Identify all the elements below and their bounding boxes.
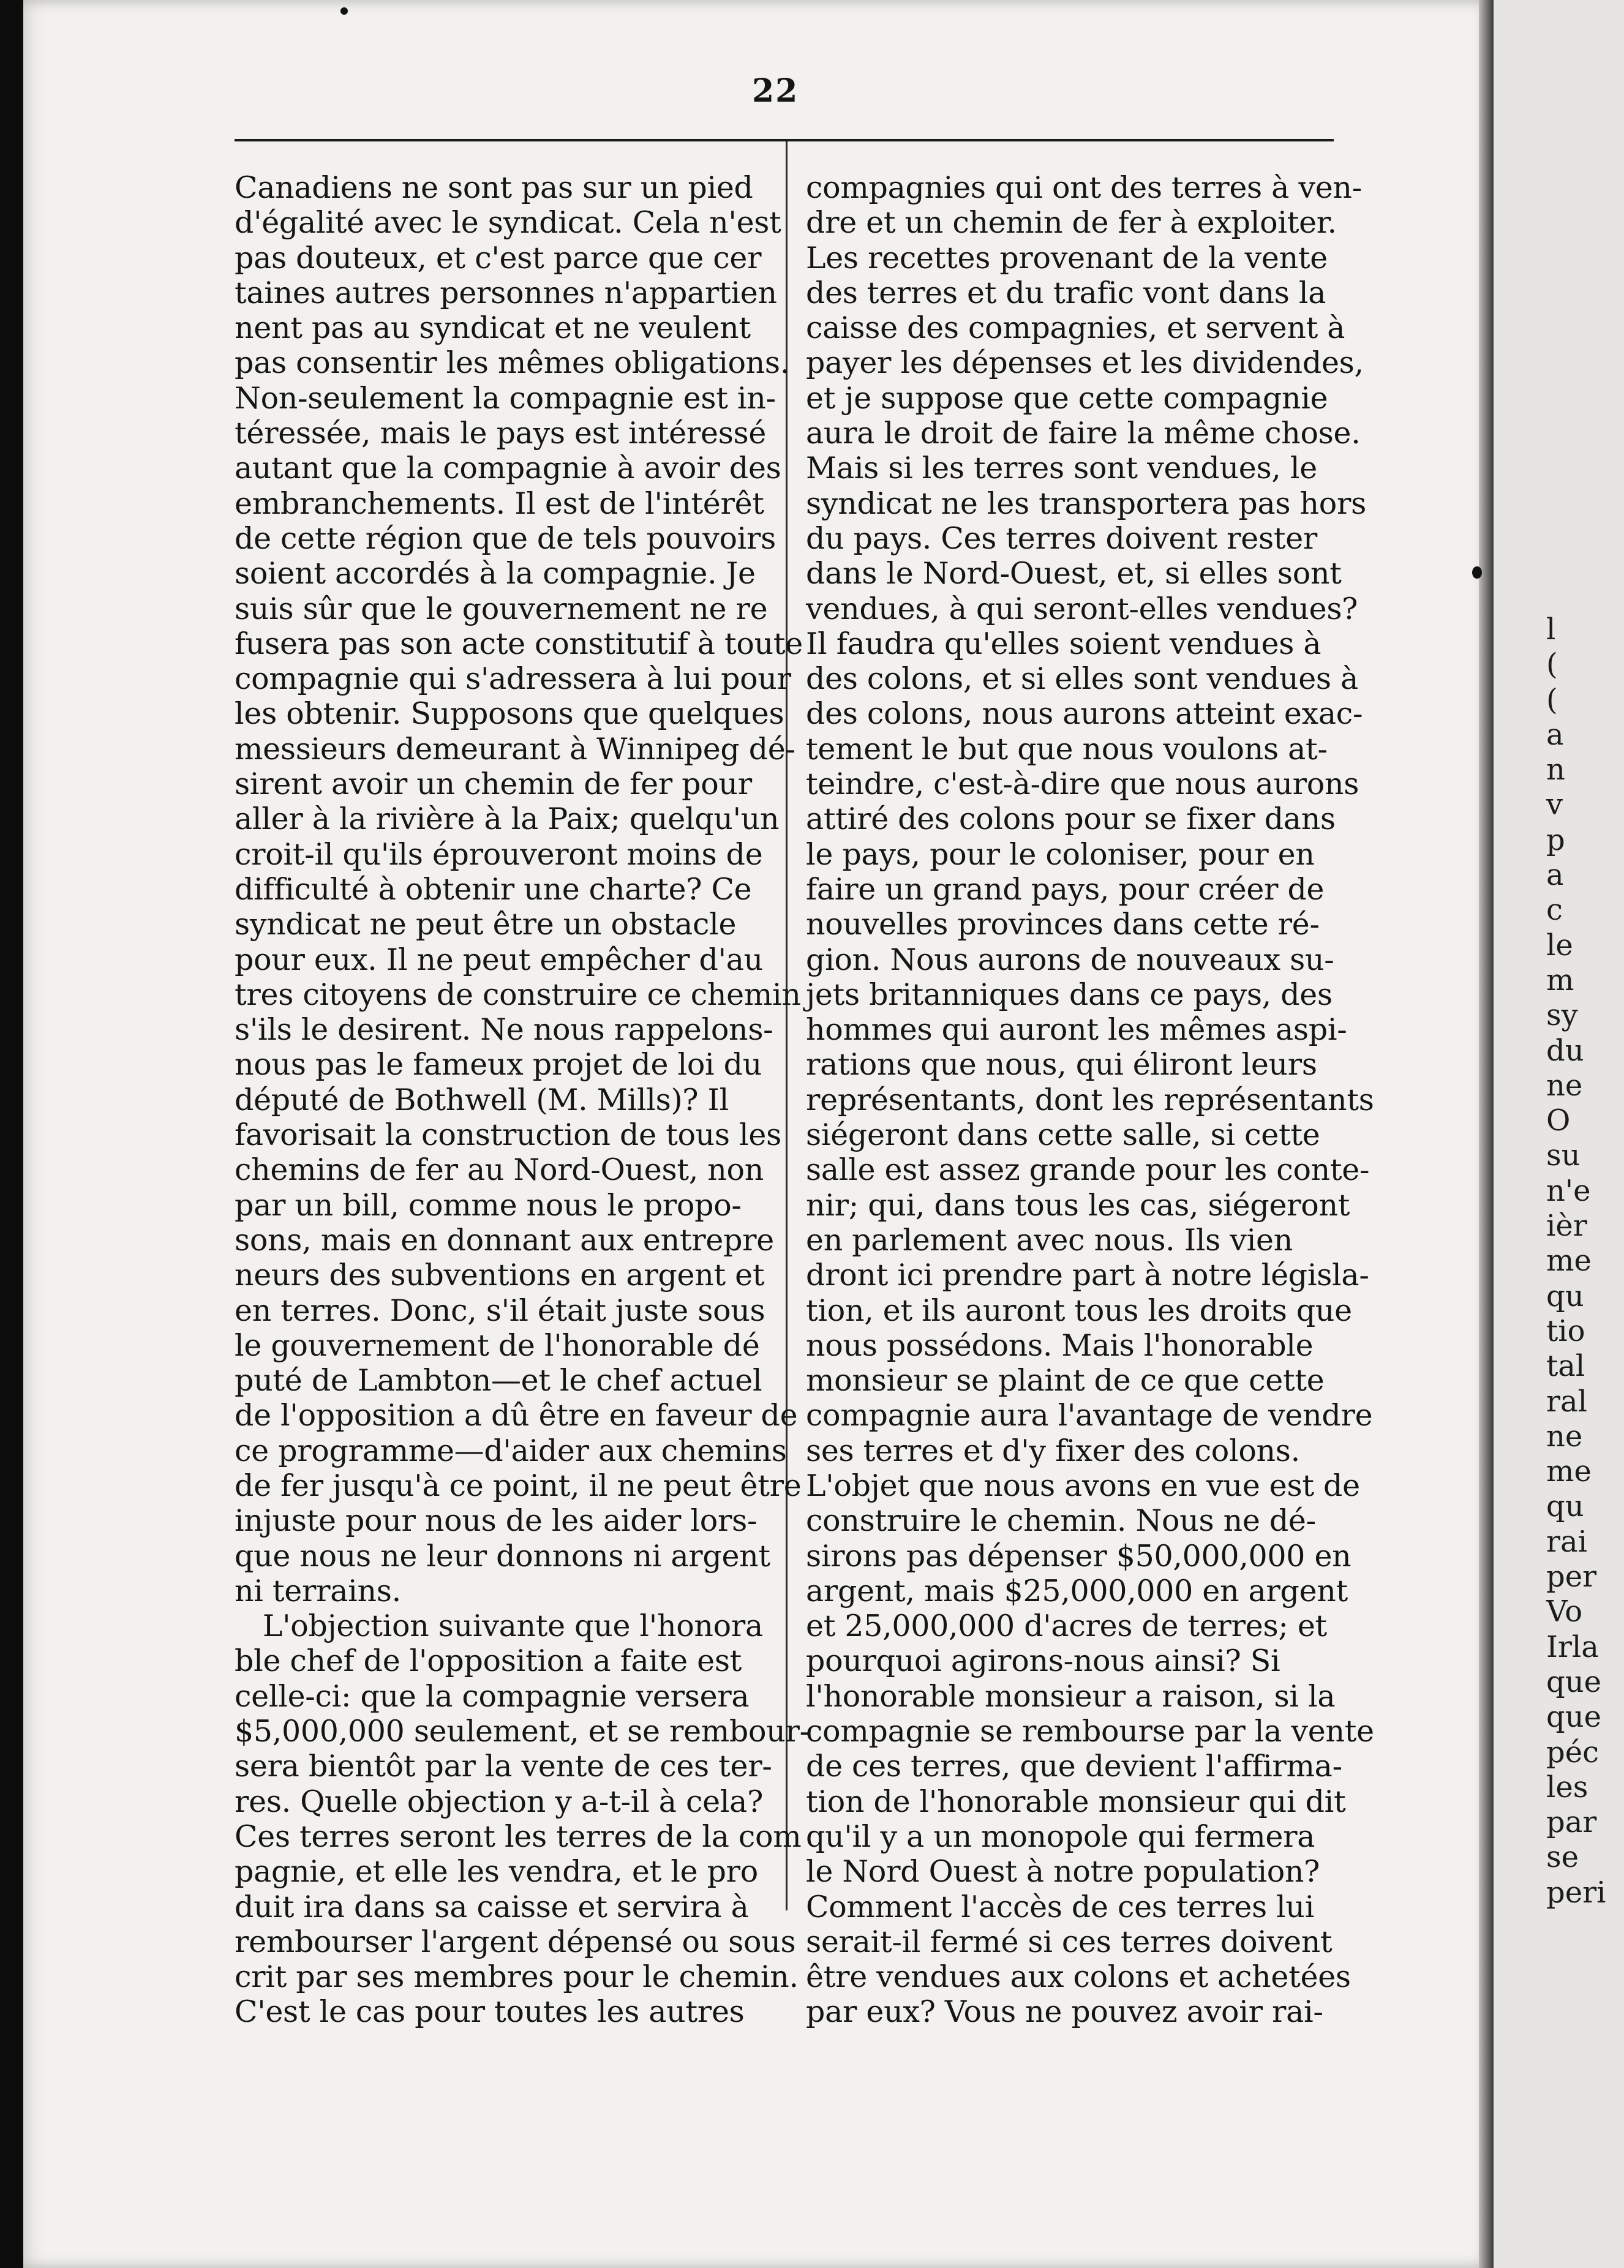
text-line: caisse des compagnies, et servent à <box>806 310 1345 346</box>
text-line: Ces terres seront les terres de la com <box>235 1819 802 1854</box>
text-line: favorisait la construction de tous les <box>235 1117 781 1153</box>
text-line: croit-il qu'ils éprouveront moins de <box>235 836 763 872</box>
text-line: en parlement avec nous. Ils vien <box>806 1222 1293 1258</box>
text-line: faire un grand pays, pour créer de <box>806 871 1325 907</box>
text-line: et je suppose que cette compagnie <box>806 380 1328 416</box>
text-line: des colons, nous aurons atteint exac- <box>806 696 1363 732</box>
text-line: Vo <box>1546 1594 1583 1629</box>
header-rule <box>235 139 1334 141</box>
text-line: Comment l'accès de ces terres lui <box>806 1889 1315 1924</box>
text-line: compagnies qui ont des terres à ven- <box>806 170 1362 205</box>
text-line: des colons, et si elles sont vendues à <box>806 661 1358 697</box>
text-line: être vendues aux colons et achetées <box>806 1959 1351 1995</box>
text-line: tement le but que nous voulons at- <box>806 731 1328 767</box>
text-line: su <box>1546 1138 1581 1173</box>
text-line: nous possédons. Mais l'honorable <box>806 1327 1314 1363</box>
text-line: puté de Lambton—et le chef actuel <box>235 1363 762 1399</box>
text-line: hommes qui auront les mêmes aspi- <box>806 1012 1347 1048</box>
text-line: ral <box>1546 1384 1587 1419</box>
text-line: me <box>1546 1454 1592 1489</box>
text-line: compagnie qui s'adressera à lui pour <box>235 661 791 697</box>
text-line: pourquoi agirons-nous ainsi? Si <box>806 1643 1280 1679</box>
text-line: ne <box>1546 1068 1583 1103</box>
text-line: autant que la compagnie à avoir des <box>235 451 781 486</box>
text-line: en terres. Donc, s'il était juste sous <box>235 1293 765 1328</box>
text-line: Canadiens ne sont pas sur un pied <box>235 170 753 205</box>
text-line: Il faudra qu'elles soient vendues à <box>806 626 1321 661</box>
text-line: Les recettes provenant de la vente <box>806 240 1328 276</box>
text-line: l'honorable monsieur a raison, si la <box>806 1678 1336 1714</box>
text-line: nouvelles provinces dans cette ré- <box>806 907 1320 942</box>
text-line: c <box>1546 893 1563 928</box>
text-line: du pays. Ces terres doivent rester <box>806 520 1318 556</box>
text-line: per <box>1546 1560 1597 1594</box>
facing-page-fragments <box>1546 612 1606 1910</box>
text-line: tion, et ils auront tous les droits que <box>806 1293 1352 1328</box>
text-line: compagnie se rembourse par la vente <box>806 1714 1374 1749</box>
text-line: soient accordés à la compagnie. Je <box>235 556 756 591</box>
text-line: crit par ses membres pour le chemin. <box>235 1959 799 1995</box>
text-line: sy <box>1546 998 1578 1033</box>
text-line: que <box>1546 1700 1602 1735</box>
text-line: rembourser l'argent dépensé ou sous <box>235 1924 796 1959</box>
text-line: par <box>1546 1805 1597 1840</box>
text-line: teindre, c'est-à-dire que nous aurons <box>806 767 1359 802</box>
text-line: par eux? Vous ne pouvez avoir rai- <box>806 1994 1323 2030</box>
text-line: d'égalité avec le syndicat. Cela n'est <box>235 205 781 241</box>
text-line: pagnie, et elle les vendra, et le pro <box>235 1854 758 1890</box>
text-line: argent, mais $25,000,000 en argent <box>806 1573 1348 1609</box>
text-line: C'est le cas pour toutes les autres <box>235 1994 745 2030</box>
text-line: syndicat ne les transportera pas hors <box>806 486 1366 521</box>
text-line: se <box>1546 1840 1579 1875</box>
text-line: pour eux. Il ne peut empêcher d'au <box>235 942 763 977</box>
binding-gutter <box>1479 0 1494 2268</box>
text-line: vendues, à qui seront-elles vendues? <box>806 591 1358 626</box>
left-text-column <box>235 170 810 2030</box>
text-line: ni terrains. <box>235 1573 401 1609</box>
text-line: res. Quelle objection y a-t-il à cela? <box>235 1784 764 1819</box>
text-line: Non-seulement la compagnie est in- <box>235 380 776 416</box>
text-line: p <box>1546 822 1565 857</box>
text-line: L'objet que nous avons en vue est de <box>806 1468 1360 1503</box>
text-line: jets britanniques dans ce pays, des <box>806 977 1333 1012</box>
text-line: le Nord Ouest à notre population? <box>806 1854 1320 1890</box>
text-line: que <box>1546 1664 1602 1699</box>
text-line: ne <box>1546 1419 1583 1454</box>
text-line: nir; qui, dans tous les cas, siégeront <box>806 1187 1350 1223</box>
text-line: siégeront dans cette salle, si cette <box>806 1117 1320 1153</box>
text-line: serait-il fermé si ces terres doivent <box>806 1924 1333 1959</box>
text-line: celle-ci: que la compagnie versera <box>235 1678 750 1714</box>
text-line: rations que nous, qui éliront leurs <box>806 1047 1317 1083</box>
text-line: dront ici prendre part à notre législa- <box>806 1258 1369 1293</box>
text-line: rai <box>1546 1524 1587 1559</box>
text-line: tal <box>1546 1349 1585 1384</box>
text-line: construire le chemin. Nous ne dé- <box>806 1503 1316 1539</box>
ink-speck <box>1472 566 1482 579</box>
text-line: de l'opposition a dû être en faveur de <box>235 1398 798 1433</box>
text-line: qu'il y a un monopole qui fermera <box>806 1819 1315 1854</box>
text-line: ( <box>1546 647 1558 682</box>
text-line: sera bientôt par la vente de ces ter- <box>235 1749 772 1784</box>
text-line: tio <box>1546 1313 1585 1348</box>
text-line: payer les dépenses et les dividendes, <box>806 345 1364 381</box>
text-line: L'objection suivante que l'honora <box>235 1609 763 1644</box>
text-line: embranchements. Il est de l'intérêt <box>235 486 764 521</box>
text-line: des terres et du trafic vont dans la <box>806 275 1326 310</box>
text-line: péc <box>1546 1735 1600 1770</box>
text-line: l <box>1546 612 1556 647</box>
text-line: neurs des subventions en argent et <box>235 1258 765 1293</box>
text-line: compagnie aura l'avantage de vendre <box>806 1398 1373 1433</box>
text-line: que nous ne leur donnons ni argent <box>235 1538 770 1574</box>
text-line: de fer jusqu'à ce point, il ne peut être <box>235 1468 802 1503</box>
text-line: représentants, dont les représentants <box>806 1082 1374 1117</box>
text-line: aura le droit de faire la même chose. <box>806 416 1361 451</box>
text-line: gion. Nous aurons de nouveaux su- <box>806 942 1334 977</box>
text-line: messieurs demeurant à Winnipeg dé- <box>235 731 795 767</box>
text-line: aller à la rivière à la Paix; quelqu'un <box>235 802 780 837</box>
text-line: ièr <box>1546 1209 1587 1244</box>
text-line: dans le Nord-Ouest, et, si elles sont <box>806 556 1342 591</box>
text-line: chemins de fer au Nord-Ouest, non <box>235 1152 764 1188</box>
text-line: le gouvernement de l'honorable dé <box>235 1327 760 1363</box>
text-line: difficulté à obtenir une charte? Ce <box>235 871 752 907</box>
text-line: pas consentir les mêmes obligations. <box>235 345 790 381</box>
text-line: duit ira dans sa caisse et servira à <box>235 1889 749 1924</box>
text-line: monsieur se plaint de ce que cette <box>806 1363 1325 1399</box>
text-line: n <box>1546 753 1565 787</box>
text-line: ble chef de l'opposition a faite est <box>235 1643 742 1679</box>
text-line: les <box>1546 1770 1588 1804</box>
text-line: dre et un chemin de fer à exploiter. <box>806 205 1337 241</box>
text-line: nent pas au syndicat et ne veulent <box>235 310 751 346</box>
text-line: me <box>1546 1244 1592 1279</box>
text-line: tres citoyens de construire ce chemin <box>235 977 801 1012</box>
text-line: m <box>1546 963 1574 997</box>
text-line: a <box>1546 858 1564 893</box>
text-line: député de Bothwell (M. Mills)? Il <box>235 1082 729 1117</box>
text-line: peri <box>1546 1875 1606 1910</box>
text-line: le <box>1546 928 1573 963</box>
text-line: sons, mais en donnant aux entrepre <box>235 1222 774 1258</box>
text-line: qu <box>1546 1489 1584 1524</box>
text-line: sirons pas dépenser $50,000,000 en <box>806 1538 1351 1574</box>
text-line: O <box>1546 1103 1571 1138</box>
text-line: le pays, pour le coloniser, pour en <box>806 836 1315 872</box>
text-line: attiré des colons pour se fixer dans <box>806 802 1336 837</box>
text-line: suis sûr que le gouvernement ne re <box>235 591 768 626</box>
text-line: et 25,000,000 d'acres de terres; et <box>806 1609 1327 1644</box>
text-line: les obtenir. Supposons que quelques <box>235 696 784 732</box>
text-line: injuste pour nous de les aider lors- <box>235 1503 757 1539</box>
text-line: de ces terres, que devient l'affirma- <box>806 1749 1342 1784</box>
book-page <box>23 0 1490 2268</box>
text-line: taines autres personnes n'appartien <box>235 275 777 310</box>
text-line: syndicat ne peut être un obstacle <box>235 907 737 942</box>
text-line: téressée, mais le pays est intéressé <box>235 416 767 451</box>
text-line: n'e <box>1546 1173 1591 1208</box>
text-line: s'ils le desirent. Ne nous rappelons- <box>235 1012 773 1048</box>
text-line: v <box>1546 787 1563 822</box>
text-line: de cette région que de tels pouvoirs <box>235 520 776 556</box>
text-line: par un bill, comme nous le propo- <box>235 1187 742 1223</box>
right-text-column <box>806 170 1375 2030</box>
text-line: tion de l'honorable monsieur qui dit <box>806 1784 1346 1819</box>
text-line: Mais si les terres sont vendues, le <box>806 451 1317 486</box>
page-number: 22 <box>752 72 799 110</box>
text-line: salle est assez grande pour les conte- <box>806 1152 1370 1188</box>
text-line: nous pas le fameux projet de loi du <box>235 1047 762 1083</box>
text-line: Irla <box>1546 1629 1599 1664</box>
text-line: ce programme—d'aider aux chemins <box>235 1433 787 1468</box>
text-line: a <box>1546 717 1564 752</box>
text-line: $5,000,000 seulement, et se rembour- <box>235 1714 810 1749</box>
text-line: ses terres et d'y fixer des colons. <box>806 1433 1300 1468</box>
text-line: qu <box>1546 1279 1584 1313</box>
text-line: ( <box>1546 682 1558 717</box>
text-line: pas douteux, et c'est parce que cer <box>235 240 762 276</box>
text-line: sirent avoir un chemin de fer pour <box>235 767 752 802</box>
text-line: fusera pas son acte constitutif à toute <box>235 626 803 661</box>
ink-speck <box>340 7 348 15</box>
text-line: du <box>1546 1033 1584 1068</box>
